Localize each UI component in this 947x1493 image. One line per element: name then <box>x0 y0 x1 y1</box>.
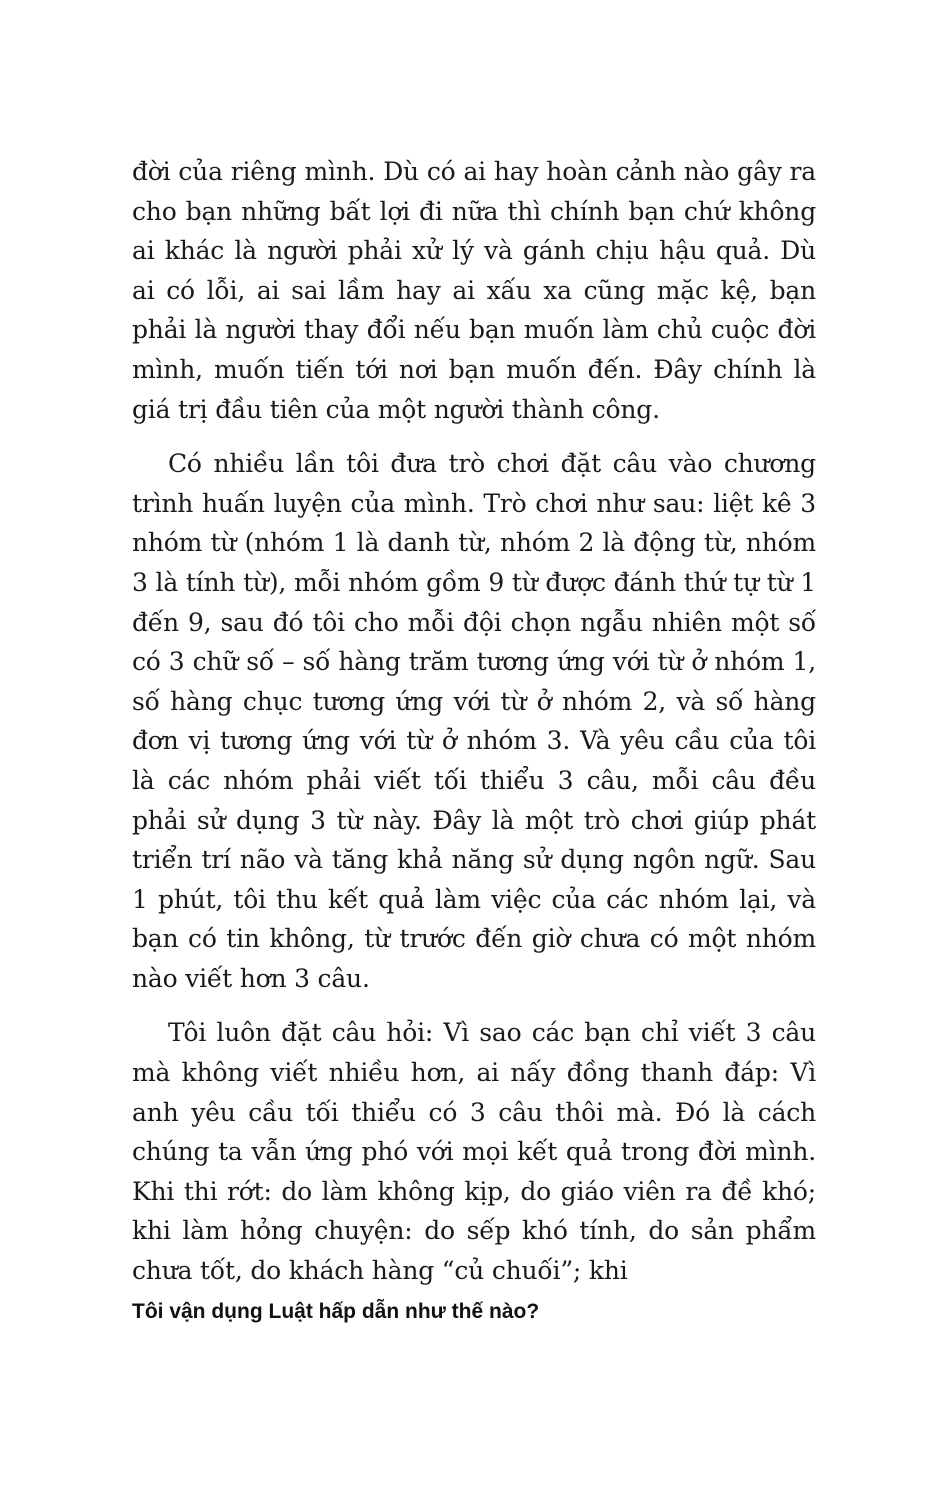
book-page <box>132 152 816 1326</box>
paragraph-1: đời của riêng mình. Dù có ai hay hoàn cảnh nào gây ra cho bạn những bất lợi đi nữa thì chính bạn chứ không ai khác là người phải xử lý và gánh chịu hậu quả. Dù ai có lỗi, ai sai lầm hay ai xấu xa cũng mặc kệ, bạn phải là người thay đổi nếu bạn muốn làm chủ cuộc đời mình, muốn tiến tới nơi bạn muốn đến. Đây chính là giá trị đầu tiên của một người thành công. <box>132 157 816 424</box>
running-footer-title: Tôi vận dụng Luật hấp dẫn như thế nào? <box>132 1299 540 1323</box>
paragraph-2: Có nhiều lần tôi đưa trò chơi đặt câu vào chương trình huấn luyện của mình. Trò chơi như sau: liệt kê 3 nhóm từ (nhóm 1 là danh từ, nhóm 2 là động từ, nhóm 3 là tính từ), mỗi nhóm gồm 9 từ được đánh thứ tự từ 1 đến 9, sau đó tôi cho mỗi đội chọn ngẫu nhiên một số có 3 chữ số – số hàng trăm tương ứng với từ ở nhóm 1, số hàng chục tương ứng với từ ở nhóm 2, và số hàng đơn vị tương ứng với từ ở nhóm 3. Và yêu cầu của tôi là các nhóm phải viết tối thiểu 3 câu, mỗi câu đều phải sử dụng 3 từ này. Đây là một trò chơi giúp phát triển trí não và tăng khả năng sử dụng ngôn ngữ. Sau 1 phút, tôi thu kết quả làm việc của các nhóm lại, và bạn có tin không, từ trước đến giờ chưa có một nhóm nào viết hơn 3 câu. <box>132 449 816 993</box>
paragraph-3: Tôi luôn đặt câu hỏi: Vì sao các bạn chỉ viết 3 câu mà không viết nhiều hơn, ai nấy đồng thanh đáp: Vì anh yêu cầu tối thiểu có 3 câu thôi mà. Đó là cách chúng ta vẫn ứng phó với mọi kết quả trong đời mình. Khi thi rớt: do làm không kịp, do giáo viên ra đề khó; khi làm hỏng chuyện: do sếp khó tính, do sản phẩm chưa tốt, do khách hàng “củ chuối”; khi <box>132 1018 816 1286</box>
